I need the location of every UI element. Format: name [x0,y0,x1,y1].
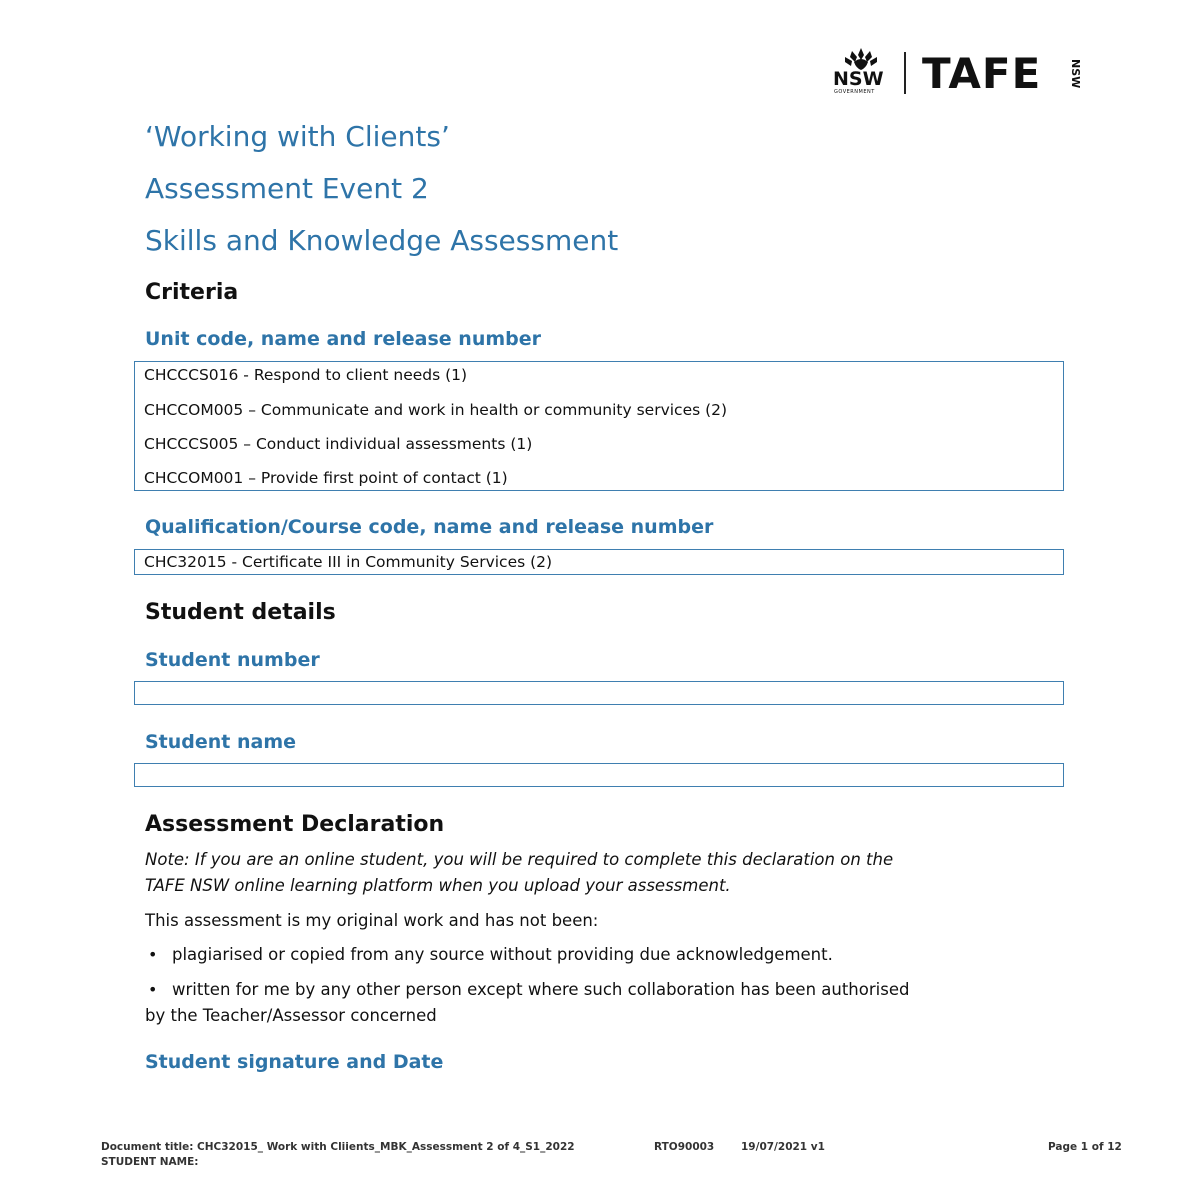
student-number-field[interactable] [134,681,1064,705]
unit-item: CHCCOM005 – Communicate and work in health or community services (2) [144,401,728,419]
footer-doc-title: Document title: CHC32015_ Work with Cliients_MBK_Assessment 2 of 4_S1_2022 [101,1141,575,1153]
unit-heading: Unit code, name and release number [145,328,542,350]
bullet-icon: • [148,945,158,964]
student-name-field[interactable] [134,763,1064,787]
declaration-note-line2: TAFE NSW online learning platform when you upload your assessment. [145,876,731,895]
student-details-heading: Student details [145,600,336,625]
doc-title-line3: Skills and Knowledge Assessment [145,224,619,257]
declaration-intro: This assessment is my original work and has not been: [145,911,599,930]
declaration-bullet2-line2: by the Teacher/Assessor concerned [145,1006,437,1025]
units-box [134,361,1064,491]
unit-item: CHCCCS005 – Conduct individual assessments (1) [144,435,533,453]
qualification-value: CHC32015 - Certificate III in Community Services (2) [144,553,553,571]
footer-rto: RTO90003 [654,1141,715,1153]
nsw-text: NSW [833,68,884,90]
tafe-nsw-logo [830,46,1092,100]
nsw-subtext: GOVERNMENT [834,89,875,95]
doc-title-line1: ‘Working with Clients’ [145,120,450,153]
declaration-heading: Assessment Declaration [145,812,445,837]
qualification-heading: Qualification/Course code, name and release number [145,516,714,538]
footer-page-number: Page 1 of 12 [1048,1141,1122,1153]
student-name-label: Student name [145,731,297,753]
footer-date-version: 19/07/2021 v1 [741,1141,825,1153]
declaration-note-line1: Note: If you are an online student, you will be required to complete this declaration on the [145,850,894,869]
doc-title-line2: Assessment Event 2 [145,172,429,205]
bullet-icon: • [148,980,158,999]
unit-item: CHCCCS016 - Respond to client needs (1) [144,366,468,384]
footer-student-name: STUDENT NAME: [101,1156,199,1168]
tafe-wordmark: TAFE [922,49,1042,98]
signature-heading: Student signature and Date [145,1051,444,1073]
unit-item: CHCCOM001 – Provide first point of contact (1) [144,469,508,487]
declaration-bullet1: plagiarised or copied from any source without providing due acknowledgement. [172,945,833,964]
tafe-nsw-side-text: NSW [1069,59,1082,89]
declaration-bullet2-line1: written for me by any other person except where such collaboration has been authorised [172,980,910,999]
student-number-label: Student number [145,649,320,671]
qualification-box [134,549,1064,575]
logo-divider [904,52,906,94]
criteria-heading: Criteria [145,280,239,305]
